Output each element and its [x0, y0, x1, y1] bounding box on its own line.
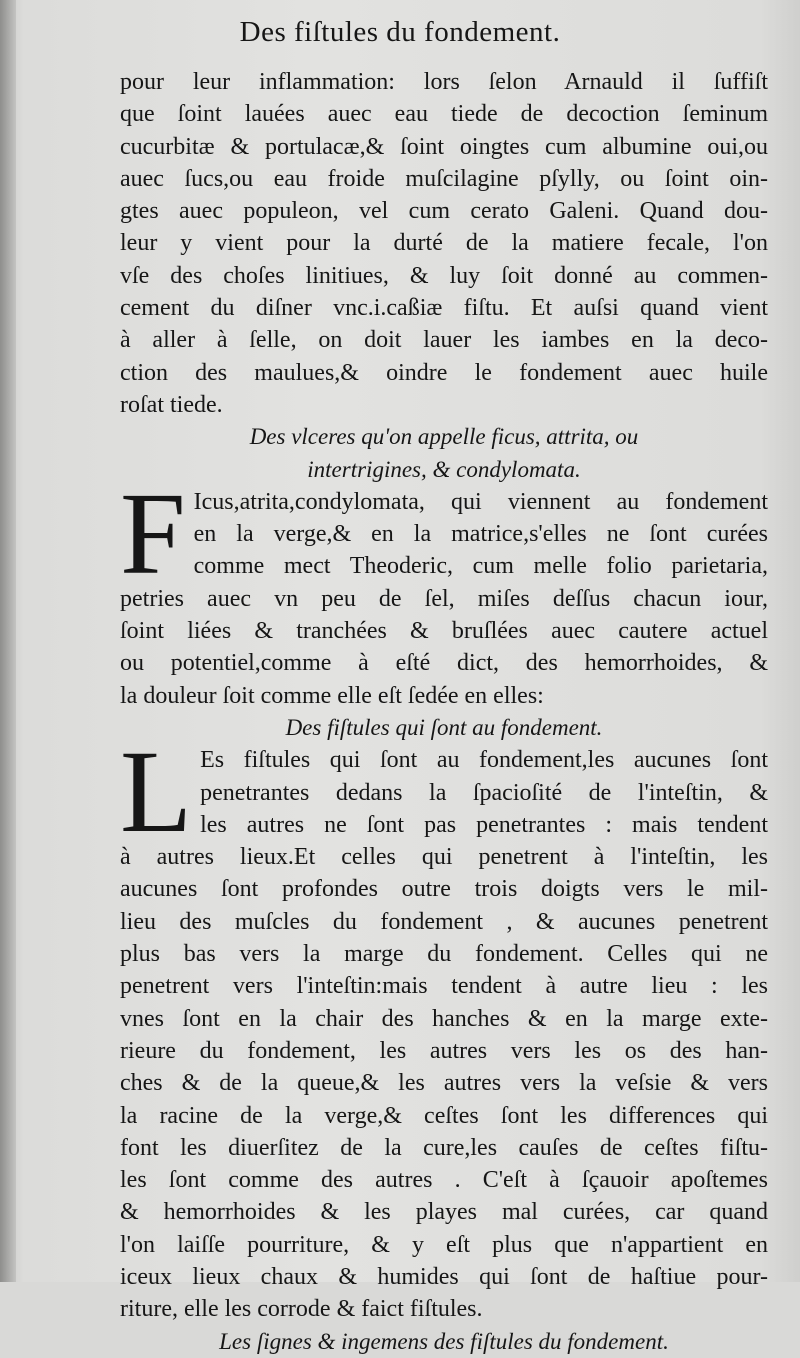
- text-line: ſoint liées & tranchées & bruſlées auec cautere actuel: [120, 618, 768, 645]
- text-line: Icus,atrita,condylomata, qui viennent au fondement: [193, 488, 768, 515]
- text-line: que ſoint lauées auec eau tiede de decoction ſeminum: [120, 101, 768, 128]
- section-1: [120, 66, 768, 421]
- section-heading-ulcers-cont: intertrigines, & condylomata.: [307, 456, 581, 482]
- section-heading-signs: Les ſignes & ingemens des fiſtules du fondement.: [219, 1328, 669, 1354]
- text-line: cement du diſner vnc.i.caßiæ fiſtu. Et auſsi quand vient: [120, 295, 768, 322]
- text-line: rieure du fondement, les autres vers les os des han-: [120, 1037, 768, 1064]
- text-line: les autres ne ſont pas penetrantes : mais tendent: [200, 811, 768, 838]
- text-line: penetrent vers l'inteſtin:mais tendent à autre lieu : les: [120, 973, 768, 1000]
- text-line: la racine de la verge,& ceſtes ſont les differences qui: [120, 1102, 768, 1129]
- text-line: roſat tiede.: [120, 391, 223, 418]
- running-head: Des fiſtules du fondement.: [239, 16, 561, 48]
- text-line: auec ſucs,ou eau froide muſcilagine pſylly, ou ſoint oin-: [120, 165, 768, 192]
- text-line: Es fiſtules qui ſont au fondement,les aucunes ſont: [200, 747, 768, 774]
- drop-cap-initial: L: [120, 744, 193, 842]
- text-line: aucunes ſont profondes outre trois doigts vers le mil-: [120, 876, 768, 903]
- section-heading-ulcers: Des vlceres qu'on appelle ficus, attrita, ou: [249, 424, 639, 450]
- section-heading-fistulas: Des fiſtules qui ſont au fondement.: [285, 714, 603, 740]
- text-line: comme mect Theoderic, cum melle folio parietaria,: [193, 553, 768, 580]
- text-line: la douleur ſoit comme elle eſt ſedée en elles:: [120, 682, 544, 709]
- text-line: ches & de la queue,& les autres vers la veſsie & vers: [120, 1070, 768, 1097]
- drop-cap-block: [120, 744, 768, 841]
- text-line: plus bas vers la marge du fondement. Celles qui ne: [120, 941, 768, 968]
- page-gutter-shadow: [0, 0, 16, 1282]
- text-line: lieu des muſcles du fondement , & aucunes penetrent: [120, 908, 768, 935]
- text-line: à aller à ſelle, on doit lauer les iambes en la deco-: [120, 327, 768, 354]
- text-line: iceux lieux chaux & humides qui ſont de haſtiue pour-: [120, 1263, 768, 1290]
- text-line: pour leur inflammation: lors ſelon Arnauld il ſuffiſt: [120, 69, 768, 95]
- text-line: l'on laiſſe pourriture, & y eſt plus que n'appartient en: [120, 1231, 768, 1258]
- body-text: [120, 66, 768, 1358]
- text-line: petries auec vn peu de ſel, miſes deſſus chacun iour,: [120, 585, 768, 612]
- text-line: ou potentiel,comme à eſté dict, des hemorrhoides, &: [120, 650, 768, 677]
- text-line: vſe des choſes linitiues, & luy ſoit donné au commen-: [120, 262, 768, 289]
- text-line: cucurbitæ & portulacæ,& ſoint oingtes cum albumine oui,ou: [120, 133, 768, 160]
- text-line: à autres lieux.Et celles qui penetrent à l'inteſtin, les: [120, 844, 768, 871]
- text-line: ction des maulues,& oindre le fondement auec huile: [120, 359, 768, 386]
- text-line: & hemorrhoides & les playes mal curées, car quand: [120, 1199, 768, 1226]
- text-line: riture, elle les corrode & faict fiſtules.: [120, 1296, 483, 1323]
- section-3: [120, 744, 768, 1325]
- text-line: leur y vient pour la durté de la matiere fecale, l'on: [120, 230, 768, 257]
- section-2: [120, 486, 768, 712]
- drop-cap-initial: F: [120, 485, 186, 583]
- text-line: font les diuerſitez de la cure,les cauſes de ceſtes fiſtu-: [120, 1134, 768, 1161]
- text-line: gtes auec populeon, vel cum cerato Galeni. Quand dou-: [120, 198, 768, 225]
- drop-cap-block: [120, 486, 768, 583]
- text-line: les ſont comme des autres . C'eſt à ſçauoir apoſtemes: [120, 1167, 768, 1194]
- text-line: penetrantes dedans la ſpacioſité de l'inteſtin, &: [200, 779, 768, 806]
- text-line: en la verge,& en la matrice,s'elles ne ſont curées: [193, 521, 768, 548]
- text-line: vnes ſont en la chair des hanches & en la marge exte-: [120, 1005, 768, 1032]
